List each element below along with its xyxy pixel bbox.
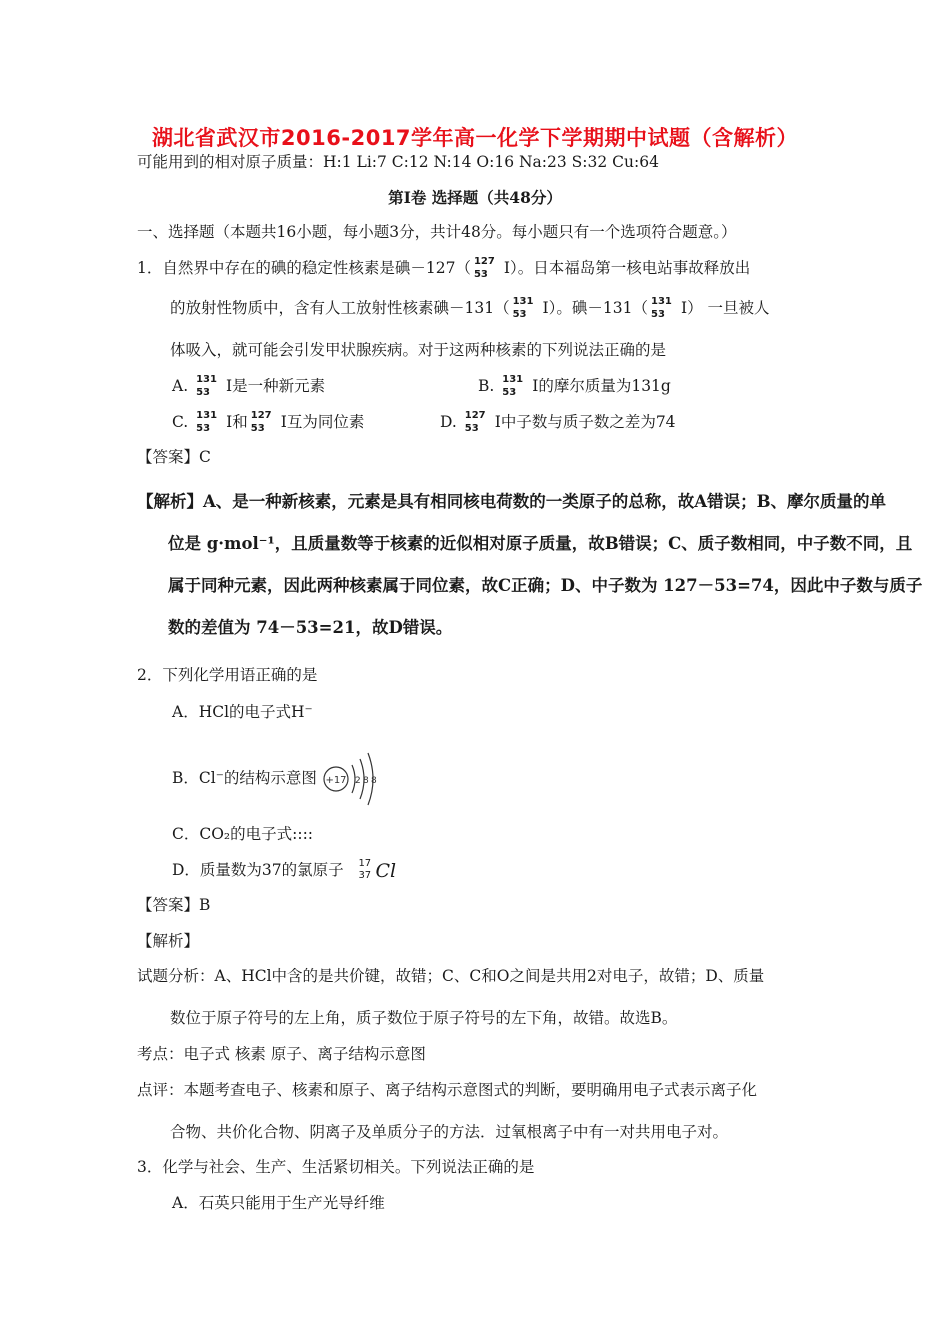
iodine-symbol: I [542, 299, 549, 317]
svg-text:8: 8 [362, 776, 369, 786]
q2-dianping-line-1: 点评：本题考查电子、核素和原子、离子结构示意图式的判断，要明确用电子式表示离子化 [137, 1081, 758, 1099]
svg-text:+17: +17 [325, 775, 347, 786]
q2-answer: 【答案】B [137, 896, 211, 914]
q1-stem-b3: ） 一旦被人 [687, 299, 770, 317]
part-heading: 一、选择题（本题共16小题，每小题3分，共计48分。每小题只有一个选项符合题意。） [137, 223, 737, 241]
q2-stem: 2．下列化学用语正确的是 [137, 666, 318, 684]
q2-analysis-label: 【解析】 [137, 932, 200, 950]
nuclide-i131: 131 53 [196, 410, 218, 434]
section-title: 第Ⅰ卷 选择题（共48分） [388, 188, 562, 207]
q2-option-b: B．Cl⁻的结构示意图 +17 2 8 8 [172, 748, 380, 808]
nuclide-i127: 127 53 [250, 410, 272, 434]
document-title: 湖北省武汉市2016-2017学年高一化学下学期期中试题（含解析） [151, 126, 799, 150]
chloride-structure-diagram [322, 749, 380, 809]
nuclide-i127: 127 53 [464, 410, 486, 434]
q1-option-a: A. 131 53 I是一种新元素 [172, 372, 325, 402]
nuclide-i131: 131 53 [512, 296, 534, 320]
q1-analysis-line-2: 位是 g·mol⁻¹，且质量数等于核素的近似相对原子质量，故B错误；C、质子数相同，中子数不同，且 [168, 534, 913, 553]
q1-stem-c: 体吸入，就可能会引发甲状腺疾病。对于这两种核素的下列说法正确的是 [170, 341, 667, 359]
q1-option-b: B. 131 53 I的摩尔质量为131g [478, 372, 671, 402]
chlorine-symbol: 17 37 Cl [358, 858, 397, 882]
q1-answer: 【答案】C [137, 448, 211, 466]
q2-analysis-line-2: 数位于原子符号的左上角，质子数位于原子符号的左下角，故错。故选B。 [170, 1009, 678, 1027]
nuclide-i131: 131 53 [502, 374, 524, 398]
q3-stem: 3．化学与社会、生产、生活紧切相关。下列说法正确的是 [137, 1158, 535, 1176]
nuclide-i127: 127 53 [473, 256, 495, 280]
iodine-symbol: I [680, 299, 688, 317]
nuclide-i131: 131 53 [651, 296, 672, 320]
q2-option-d: D．质量数为37的氯原子 17 37 Cl [172, 856, 402, 886]
q2-dianping-line-2: 合物、共价化合物、阴离子及单质分子的方法．过氧根离子中有一对共用电子对。 [170, 1123, 729, 1141]
q1-stem-b: 的放射性物质中，含有人工放射性核素碘－131（ [170, 299, 510, 317]
atom-structure-icon [322, 749, 380, 809]
q1-analysis-label: 【解析】 [137, 492, 203, 511]
q1-analysis-line-3: 属于同种元素，因此两种核素属于同位素，故C正确；D、中子数为 127－53=74，因此中子数与质子 [168, 576, 923, 595]
q2-kaodian: 考点：电子式 核素 原子、离子结构示意图 [137, 1045, 426, 1063]
q1-stem-a2: ）。日本福岛第一核电站事故释放出 [510, 259, 751, 277]
q1-option-c: C. 131 53 I和 127 53 I互为同位素 [172, 408, 364, 438]
svg-text:2: 2 [354, 776, 361, 786]
q1-stem-line-1 [137, 254, 750, 284]
q2-option-c: C．CO₂的电子式:::: [172, 825, 314, 843]
q3-option-a: A．石英只能用于生产光导纤维 [172, 1194, 385, 1212]
q1-stem-line-2 [170, 294, 770, 324]
q1-stem-b2: ）。碘－131（ [548, 299, 648, 317]
q1-option-d: D. 127 53 I中子数与质子数之差为74 [440, 408, 676, 438]
q1-stem-a: 1．自然界中存在的碘的稳定性核素是碘－127（ [137, 259, 471, 277]
q1-analysis-line-1: 【解析】A、是一种新核素，元素是具有相同核电荷数的一类原子的总称，故A错误；B、摩尔质量的单 [137, 492, 887, 511]
iodine-symbol: I [503, 259, 511, 277]
svg-text:8: 8 [370, 776, 377, 786]
q2-option-a: A．HCl的电子式H⁻ [172, 703, 313, 721]
atomic-masses-line: 可能用到的相对原子质量：H:1 Li:7 C:12 N:14 O:16 Na:23 S:32 Cu:64 [137, 153, 659, 171]
q1-analysis-line-4: 数的差值为 74－53=21，故D错误。 [168, 618, 453, 637]
nuclide-i131: 131 53 [196, 374, 217, 398]
q2-analysis-line-1: 试题分析：A、HCl中含的是共价键，故错；C、C和O之间是共用2对电子，故错；D、质量 [137, 967, 765, 985]
